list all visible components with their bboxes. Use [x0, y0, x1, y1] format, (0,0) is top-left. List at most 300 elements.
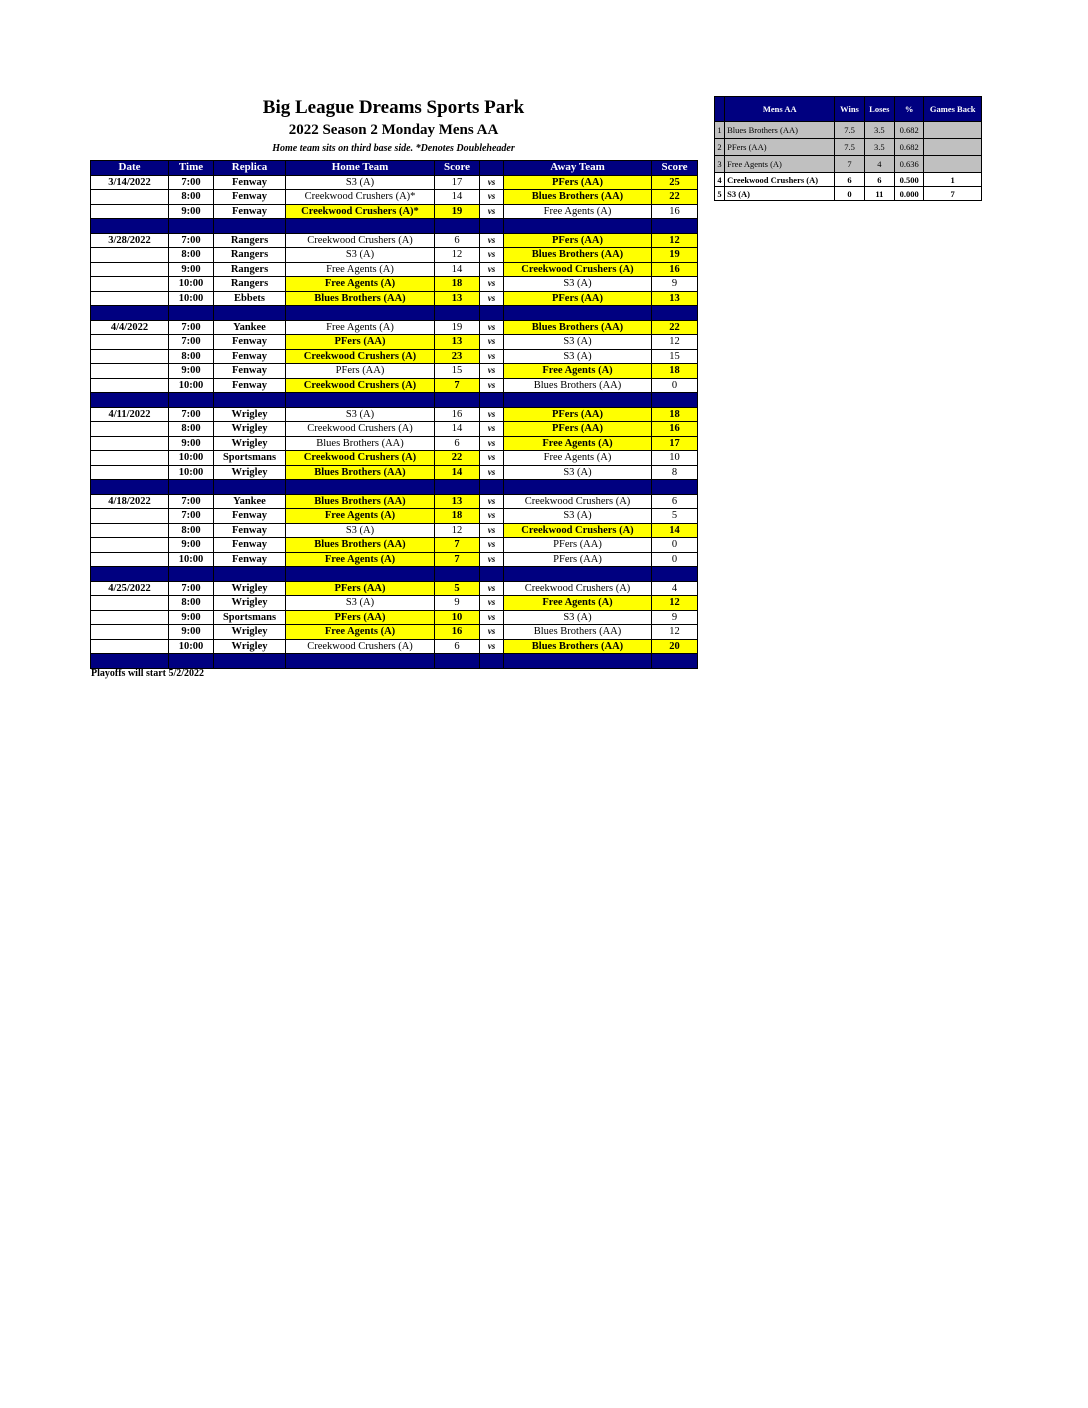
- away-team: Blues Brothers (AA): [504, 625, 652, 640]
- away-score: 0: [652, 378, 698, 393]
- home-score: 14: [435, 422, 480, 437]
- vs-label: vs: [480, 552, 504, 567]
- home-score: 12: [435, 248, 480, 263]
- game-row: [91, 175, 698, 190]
- game-replica: Wrigley: [214, 465, 286, 480]
- home-score: 14: [435, 262, 480, 277]
- away-score: 0: [652, 552, 698, 567]
- separator-cell: [214, 219, 286, 234]
- vs-label: vs: [480, 364, 504, 379]
- game-date: [91, 465, 169, 480]
- game-time: 10:00: [169, 639, 214, 654]
- vs-label: vs: [480, 407, 504, 422]
- home-team: Free Agents (A): [286, 320, 435, 335]
- game-time: 7:00: [169, 509, 214, 524]
- vs-label: vs: [480, 175, 504, 190]
- game-date: [91, 291, 169, 306]
- away-score: 18: [652, 364, 698, 379]
- game-row: [91, 436, 698, 451]
- away-team: PFers (AA): [504, 233, 652, 248]
- away-team: Blues Brothers (AA): [504, 639, 652, 654]
- game-replica: Wrigley: [214, 436, 286, 451]
- home-score: 14: [435, 190, 480, 205]
- vs-label: vs: [480, 248, 504, 263]
- game-date: 4/18/2022: [91, 494, 169, 509]
- team-pct: 0.682: [895, 139, 924, 156]
- separator-cell: [286, 306, 435, 321]
- separator-cell: [480, 393, 504, 408]
- game-date: 4/11/2022: [91, 407, 169, 422]
- playoffs-note: Playoffs will start 5/2/2022: [91, 668, 205, 679]
- game-row: [91, 538, 698, 553]
- game-date: [91, 436, 169, 451]
- game-time: 9:00: [169, 364, 214, 379]
- away-team: S3 (A): [504, 610, 652, 625]
- game-time: 9:00: [169, 538, 214, 553]
- week-separator: [91, 567, 698, 582]
- game-row: [91, 364, 698, 379]
- game-time: 9:00: [169, 610, 214, 625]
- game-row: [91, 190, 698, 205]
- game-time: 8:00: [169, 596, 214, 611]
- away-team: Blues Brothers (AA): [504, 248, 652, 263]
- home-team: Free Agents (A): [286, 262, 435, 277]
- home-team: Blues Brothers (AA): [286, 291, 435, 306]
- vs-label: vs: [480, 639, 504, 654]
- away-team: S3 (A): [504, 509, 652, 524]
- separator-cell: [480, 567, 504, 582]
- game-time: 10:00: [169, 552, 214, 567]
- vs-label: vs: [480, 320, 504, 335]
- schedule-body: [91, 175, 698, 668]
- away-team: S3 (A): [504, 349, 652, 364]
- away-score: 9: [652, 610, 698, 625]
- game-time: 8:00: [169, 349, 214, 364]
- home-team: Blues Brothers (AA): [286, 494, 435, 509]
- separator-cell: [652, 567, 698, 582]
- game-date: [91, 364, 169, 379]
- away-score: 9: [652, 277, 698, 292]
- vs-label: vs: [480, 422, 504, 437]
- separator-cell: [286, 654, 435, 669]
- away-score: 8: [652, 465, 698, 480]
- separator-cell: [652, 219, 698, 234]
- game-replica: Fenway: [214, 523, 286, 538]
- game-replica: Fenway: [214, 509, 286, 524]
- game-time: 10:00: [169, 465, 214, 480]
- away-score: 5: [652, 509, 698, 524]
- standings-table: [714, 96, 982, 201]
- separator-cell: [91, 306, 169, 321]
- game-replica: Fenway: [214, 349, 286, 364]
- team-loses: 3.5: [864, 122, 894, 139]
- game-time: 10:00: [169, 378, 214, 393]
- team-rank: 4: [715, 173, 725, 187]
- game-replica: Rangers: [214, 248, 286, 263]
- separator-cell: [214, 393, 286, 408]
- separator-cell: [652, 654, 698, 669]
- game-date: [91, 248, 169, 263]
- home-score: 18: [435, 509, 480, 524]
- team-rank: 2: [715, 139, 725, 156]
- game-date: [91, 422, 169, 437]
- game-row: [91, 552, 698, 567]
- separator-cell: [169, 654, 214, 669]
- away-team: Free Agents (A): [504, 436, 652, 451]
- home-team: Free Agents (A): [286, 277, 435, 292]
- game-row: [91, 262, 698, 277]
- away-score: 16: [652, 422, 698, 437]
- header-games-back: Games Back: [924, 97, 982, 122]
- header-time: Time: [169, 161, 214, 176]
- game-time: 7:00: [169, 407, 214, 422]
- game-row: [91, 349, 698, 364]
- separator-cell: [435, 306, 480, 321]
- separator-cell: [504, 654, 652, 669]
- separator-cell: [91, 219, 169, 234]
- week-separator: [91, 654, 698, 669]
- home-team: Creekwood Crushers (A): [286, 349, 435, 364]
- game-time: 7:00: [169, 320, 214, 335]
- standings-row: [715, 122, 982, 139]
- team-games-back: [924, 122, 982, 139]
- game-date: [91, 610, 169, 625]
- team-games-back: [924, 139, 982, 156]
- team-wins: 7.5: [835, 139, 864, 156]
- game-replica: Wrigley: [214, 596, 286, 611]
- game-date: [91, 335, 169, 350]
- home-team: S3 (A): [286, 248, 435, 263]
- team-loses: 4: [864, 156, 894, 173]
- home-score: 7: [435, 552, 480, 567]
- home-score: 9: [435, 596, 480, 611]
- home-score: 7: [435, 538, 480, 553]
- schedule-table: [90, 160, 698, 669]
- game-time: 8:00: [169, 523, 214, 538]
- separator-cell: [435, 480, 480, 495]
- separator-cell: [504, 219, 652, 234]
- separator-cell: [435, 567, 480, 582]
- away-score: 10: [652, 451, 698, 466]
- team-wins: 6: [835, 173, 864, 187]
- team-name: Creekwood Crushers (A): [725, 173, 835, 187]
- separator-cell: [480, 306, 504, 321]
- separator-cell: [480, 219, 504, 234]
- vs-label: vs: [480, 262, 504, 277]
- team-name: Free Agents (A): [725, 156, 835, 173]
- vs-label: vs: [480, 494, 504, 509]
- home-team: S3 (A): [286, 407, 435, 422]
- separator-cell: [286, 219, 435, 234]
- header-division: Mens AA: [725, 97, 835, 122]
- game-row: [91, 248, 698, 263]
- home-team: Free Agents (A): [286, 625, 435, 640]
- separator-cell: [214, 567, 286, 582]
- away-score: 15: [652, 349, 698, 364]
- home-score: 6: [435, 436, 480, 451]
- home-team: Blues Brothers (AA): [286, 436, 435, 451]
- separator-cell: [91, 393, 169, 408]
- team-rank: 3: [715, 156, 725, 173]
- game-time: 10:00: [169, 277, 214, 292]
- game-date: [91, 262, 169, 277]
- away-score: 16: [652, 262, 698, 277]
- vs-label: vs: [480, 538, 504, 553]
- game-row: [91, 581, 698, 596]
- away-team: S3 (A): [504, 335, 652, 350]
- away-team: S3 (A): [504, 277, 652, 292]
- game-time: 8:00: [169, 248, 214, 263]
- away-team: S3 (A): [504, 465, 652, 480]
- home-score: 16: [435, 625, 480, 640]
- vs-label: vs: [480, 291, 504, 306]
- game-replica: Yankee: [214, 494, 286, 509]
- away-score: 6: [652, 494, 698, 509]
- home-score: 13: [435, 335, 480, 350]
- vs-label: vs: [480, 596, 504, 611]
- game-date: [91, 639, 169, 654]
- game-date: [91, 596, 169, 611]
- home-score: 6: [435, 233, 480, 248]
- game-date: [91, 277, 169, 292]
- game-replica: Wrigley: [214, 639, 286, 654]
- game-row: [91, 335, 698, 350]
- away-team: Creekwood Crushers (A): [504, 494, 652, 509]
- home-team: PFers (AA): [286, 581, 435, 596]
- home-team: Creekwood Crushers (A): [286, 422, 435, 437]
- home-team: Creekwood Crushers (A): [286, 451, 435, 466]
- away-score: 13: [652, 291, 698, 306]
- game-time: 8:00: [169, 422, 214, 437]
- home-score: 19: [435, 204, 480, 219]
- game-row: [91, 378, 698, 393]
- game-time: 9:00: [169, 262, 214, 277]
- game-replica: Sportsmans: [214, 610, 286, 625]
- away-team: Free Agents (A): [504, 596, 652, 611]
- page-subtitle: 2022 Season 2 Monday Mens AA: [288, 122, 499, 138]
- game-row: [91, 523, 698, 538]
- team-rank: 1: [715, 122, 725, 139]
- team-rank: 5: [715, 187, 725, 201]
- game-time: 9:00: [169, 436, 214, 451]
- week-separator: [91, 480, 698, 495]
- away-team: PFers (AA): [504, 538, 652, 553]
- home-score: 19: [435, 320, 480, 335]
- game-time: 7:00: [169, 335, 214, 350]
- home-team: S3 (A): [286, 523, 435, 538]
- team-loses: 6: [864, 173, 894, 187]
- game-time: 7:00: [169, 581, 214, 596]
- game-row: [91, 509, 698, 524]
- vs-label: vs: [480, 233, 504, 248]
- standings-row: [715, 156, 982, 173]
- home-score: 15: [435, 364, 480, 379]
- game-row: [91, 465, 698, 480]
- game-replica: Fenway: [214, 175, 286, 190]
- separator-cell: [91, 480, 169, 495]
- game-replica: Rangers: [214, 262, 286, 277]
- vs-label: vs: [480, 436, 504, 451]
- away-score: 12: [652, 625, 698, 640]
- game-row: [91, 625, 698, 640]
- home-team: Creekwood Crushers (A): [286, 233, 435, 248]
- game-replica: Fenway: [214, 378, 286, 393]
- game-replica: Fenway: [214, 552, 286, 567]
- home-team: Free Agents (A): [286, 509, 435, 524]
- away-score: 12: [652, 233, 698, 248]
- team-pct: 0.000: [895, 187, 924, 201]
- separator-cell: [91, 567, 169, 582]
- game-time: 9:00: [169, 204, 214, 219]
- away-team: PFers (AA): [504, 291, 652, 306]
- away-team: Free Agents (A): [504, 204, 652, 219]
- header-date: Date: [91, 161, 169, 176]
- separator-cell: [504, 567, 652, 582]
- separator-cell: [169, 306, 214, 321]
- away-score: 17: [652, 436, 698, 451]
- game-replica: Sportsmans: [214, 451, 286, 466]
- game-time: 7:00: [169, 494, 214, 509]
- away-score: 0: [652, 538, 698, 553]
- away-team: Blues Brothers (AA): [504, 190, 652, 205]
- home-team: PFers (AA): [286, 335, 435, 350]
- standings-row: [715, 187, 982, 201]
- separator-cell: [91, 654, 169, 669]
- game-date: [91, 190, 169, 205]
- game-row: [91, 494, 698, 509]
- team-loses: 11: [864, 187, 894, 201]
- home-team: Creekwood Crushers (A): [286, 639, 435, 654]
- game-replica: Ebbets: [214, 291, 286, 306]
- away-score: 12: [652, 596, 698, 611]
- game-date: 3/14/2022: [91, 175, 169, 190]
- vs-label: vs: [480, 335, 504, 350]
- team-pct: 0.682: [895, 122, 924, 139]
- away-team: Free Agents (A): [504, 451, 652, 466]
- away-team: Blues Brothers (AA): [504, 378, 652, 393]
- header-away-team: Away Team: [504, 161, 652, 176]
- game-replica: Rangers: [214, 233, 286, 248]
- header-wins: Wins: [835, 97, 864, 122]
- week-separator: [91, 306, 698, 321]
- header-home-team: Home Team: [286, 161, 435, 176]
- home-team: S3 (A): [286, 596, 435, 611]
- separator-cell: [214, 654, 286, 669]
- separator-cell: [286, 480, 435, 495]
- game-time: 7:00: [169, 233, 214, 248]
- separator-cell: [169, 480, 214, 495]
- home-score: 13: [435, 494, 480, 509]
- vs-label: vs: [480, 625, 504, 640]
- away-score: 20: [652, 639, 698, 654]
- game-date: [91, 625, 169, 640]
- game-date: 4/4/2022: [91, 320, 169, 335]
- header-rank: [715, 97, 725, 122]
- vs-label: vs: [480, 277, 504, 292]
- game-date: 4/25/2022: [91, 581, 169, 596]
- separator-cell: [504, 306, 652, 321]
- away-team: Blues Brothers (AA): [504, 320, 652, 335]
- game-date: [91, 378, 169, 393]
- separator-cell: [169, 567, 214, 582]
- separator-cell: [169, 393, 214, 408]
- team-games-back: 7: [924, 187, 982, 201]
- game-row: [91, 407, 698, 422]
- game-time: 9:00: [169, 625, 214, 640]
- away-score: 25: [652, 175, 698, 190]
- game-time: 10:00: [169, 451, 214, 466]
- page-title: Big League Dreams Sports Park: [262, 97, 525, 118]
- header-vs: [480, 161, 504, 176]
- separator-cell: [435, 654, 480, 669]
- standings-row: [715, 173, 982, 187]
- game-row: [91, 233, 698, 248]
- vs-label: vs: [480, 610, 504, 625]
- game-replica: Fenway: [214, 335, 286, 350]
- vs-label: vs: [480, 465, 504, 480]
- game-row: [91, 204, 698, 219]
- away-score: 12: [652, 335, 698, 350]
- header-pct: %: [895, 97, 924, 122]
- game-replica: Wrigley: [214, 581, 286, 596]
- game-date: [91, 523, 169, 538]
- game-replica: Wrigley: [214, 625, 286, 640]
- away-team: PFers (AA): [504, 552, 652, 567]
- home-team: Creekwood Crushers (A)*: [286, 190, 435, 205]
- game-date: [91, 538, 169, 553]
- home-score: 14: [435, 465, 480, 480]
- separator-cell: [480, 480, 504, 495]
- game-date: [91, 552, 169, 567]
- header-home-score: Score: [435, 161, 480, 176]
- away-score: 4: [652, 581, 698, 596]
- away-team: PFers (AA): [504, 422, 652, 437]
- away-score: 14: [652, 523, 698, 538]
- away-team: Creekwood Crushers (A): [504, 262, 652, 277]
- week-separator: [91, 219, 698, 234]
- home-score: 10: [435, 610, 480, 625]
- home-score: 5: [435, 581, 480, 596]
- separator-cell: [435, 219, 480, 234]
- team-games-back: 1: [924, 173, 982, 187]
- game-replica: Yankee: [214, 320, 286, 335]
- home-score: 7: [435, 378, 480, 393]
- separator-cell: [214, 480, 286, 495]
- vs-label: vs: [480, 378, 504, 393]
- game-time: 8:00: [169, 190, 214, 205]
- away-score: 16: [652, 204, 698, 219]
- standings-header-row: [715, 97, 982, 122]
- away-score: 19: [652, 248, 698, 263]
- team-pct: 0.636: [895, 156, 924, 173]
- team-loses: 3.5: [864, 139, 894, 156]
- schedule-note: Home team sits on third base side. *Denotes Doubleheader: [272, 143, 515, 154]
- away-team: Creekwood Crushers (A): [504, 581, 652, 596]
- away-score: 22: [652, 320, 698, 335]
- week-separator: [91, 393, 698, 408]
- home-score: 17: [435, 175, 480, 190]
- away-team: PFers (AA): [504, 407, 652, 422]
- separator-cell: [286, 567, 435, 582]
- game-time: 10:00: [169, 291, 214, 306]
- game-replica: Fenway: [214, 190, 286, 205]
- team-games-back: [924, 156, 982, 173]
- home-team: Creekwood Crushers (A)*: [286, 204, 435, 219]
- away-team: PFers (AA): [504, 175, 652, 190]
- schedule-header-row: [91, 161, 698, 176]
- home-score: 16: [435, 407, 480, 422]
- vs-label: vs: [480, 349, 504, 364]
